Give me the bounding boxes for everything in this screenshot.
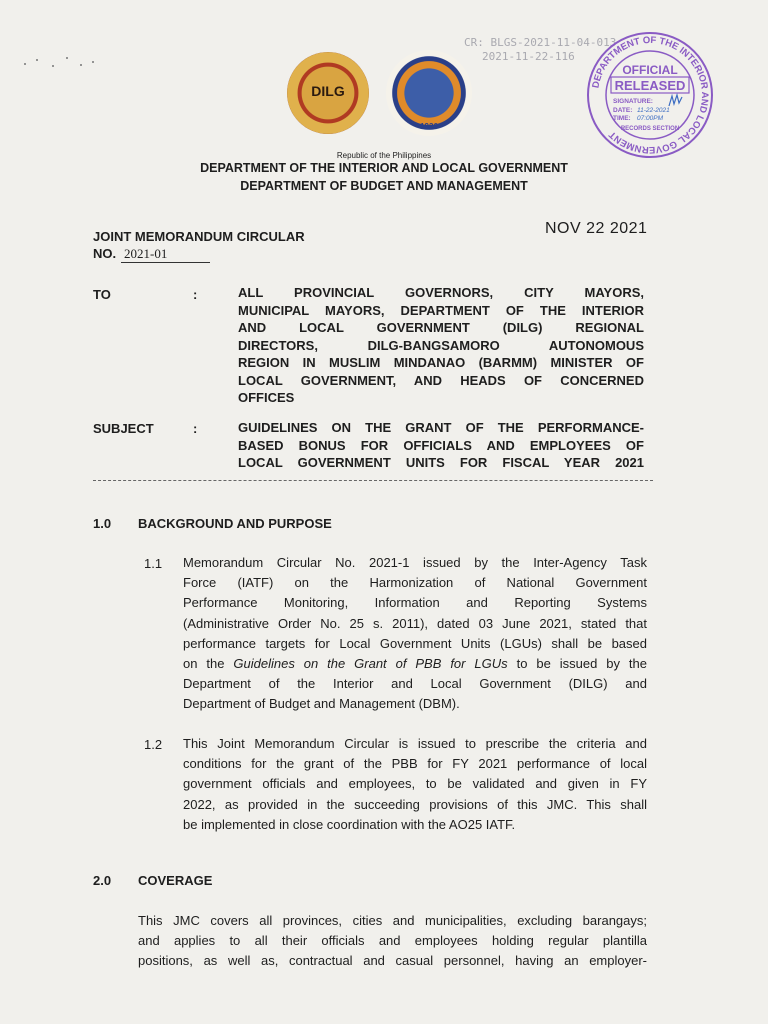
- memo-number-value: 2021-01: [121, 246, 210, 263]
- paragraph-line: performance targets for Local Government Units (LGUs) shall be based: [183, 635, 647, 651]
- paragraph-line: and applies to all their officials and employees holding regular plantilla: [138, 933, 647, 949]
- section-number: 1.0: [93, 516, 112, 531]
- paragraph-line: This JMC covers all provinces, cities and municipalities, excluding barangays;: [138, 913, 647, 928]
- paragraph-1-2: [183, 734, 647, 835]
- dbm-seal-logo: [386, 50, 472, 136]
- paragraph-1-1: [183, 553, 647, 715]
- scan-specks: [22, 55, 112, 75]
- paragraph-line: 2022, as provided in the succeeding provisions of this JMC. This shall: [183, 796, 647, 812]
- paragraph-line: government officials and employees, to be validated and given in FY: [183, 776, 647, 792]
- department-dbm-heading: DEPARTMENT OF BUDGET AND MANAGEMENT: [240, 179, 528, 193]
- stamp-date-value: 11-22-2021: [637, 107, 670, 114]
- to-colon: :: [193, 287, 198, 302]
- paragraph-number: 1.2: [144, 737, 163, 752]
- to-line: LOCAL GOVERNMENT, AND HEADS OF CONCERNED: [238, 372, 644, 388]
- to-line: DIRECTORS, DILG-BANGSAMORO AUTONOMOUS: [238, 337, 644, 353]
- cr-reference-line1: CR: BLGS-2021-11-04-013: [464, 36, 617, 49]
- subject-line: LOCAL GOVERNMENT UNITS FOR FISCAL YEAR 2021: [238, 455, 644, 470]
- stamp-records-section: RECORDS SECTION: [620, 126, 680, 132]
- stamp-time-label: TIME:: [613, 115, 631, 122]
- republic-line: Republic of the Philippines: [336, 151, 432, 160]
- stamp-signature-label: SIGNATURE:: [613, 98, 653, 105]
- paragraph-line: Force (IATF) on the Harmonization of National Government: [183, 575, 647, 591]
- stamp-graphic: [585, 30, 715, 160]
- memo-date: NOV 22 2021: [545, 220, 648, 237]
- memo-number-label: NO.: [93, 246, 117, 261]
- stamp-date-label: DATE:: [613, 107, 633, 114]
- paragraph-line-with-italic: [183, 654, 647, 674]
- dilg-seal-text: DILG: [311, 83, 345, 99]
- to-recipients: [238, 284, 644, 407]
- to-line: OFFICES: [238, 390, 295, 405]
- paragraph-line: Performance Monitoring, Information and Reporting Systems: [183, 595, 647, 611]
- memo-title: JOINT MEMORANDUM CIRCULAR: [93, 229, 305, 244]
- dilg-seal-logo: [287, 52, 369, 134]
- paragraph-line: This Joint Memorandum Circular is issued to prescribe the criteria and: [183, 736, 647, 751]
- coverage-paragraph: [138, 911, 647, 972]
- paragraph-line: conditions for the grant of the PBB for FY 2021 performance of local: [183, 756, 647, 772]
- section-number: 2.0: [93, 873, 112, 888]
- dbm-seal-year: 1936: [420, 122, 438, 131]
- to-line: ALL PROVINCIAL GOVERNORS, CITY MAYORS,: [238, 285, 644, 300]
- to-line: REGION IN MUSLIM MINDANAO (BARMM) MINISTER OF: [238, 355, 644, 370]
- paragraph-line: be implemented in close coordination with the AO25 IATF.: [183, 816, 516, 832]
- subject-line: BASED BONUS FOR OFFICIALS AND EMPLOYEES OF: [238, 437, 644, 453]
- header-divider: [93, 480, 653, 481]
- cr-reference-line2: 2021-11-22-116: [482, 50, 575, 63]
- paragraph-line: Department of Budget and Management (DBM).: [183, 696, 460, 712]
- text-segment: to be issued by the: [507, 656, 647, 672]
- subject-line: GUIDELINES ON THE GRANT OF THE PERFORMANCE-: [238, 420, 644, 435]
- stamp-released-label: RELEASED: [614, 78, 686, 93]
- italic-title: Guidelines on the Grant of PBB for LGUs: [233, 656, 508, 672]
- to-label: TO: [93, 287, 111, 302]
- stamp-ring-text: DEPARTMENT OF THE INTERIOR AND LOCAL GOVERNMENT: [590, 34, 711, 156]
- section-title: COVERAGE: [138, 873, 213, 888]
- subject-colon: :: [193, 421, 198, 436]
- subject-text: [238, 419, 644, 472]
- text-segment: on the: [183, 656, 234, 672]
- paragraph-line: positions, as well as, contractual and casual personnel, having an employer-: [138, 953, 647, 969]
- stamp-signature-mark: [669, 95, 682, 106]
- stamp-time-value: 07:00PM: [637, 115, 664, 122]
- official-released-stamp: [585, 30, 715, 160]
- to-line: MUNICIPAL MAYORS, DEPARTMENT OF THE INTERIOR: [238, 302, 644, 318]
- paragraph-line: Memorandum Circular No. 2021-1 issued by the Inter-Agency Task: [183, 555, 647, 570]
- paragraph-number: 1.1: [144, 556, 163, 571]
- department-dilg-heading: DEPARTMENT OF THE INTERIOR AND LOCAL GOVERNMENT: [200, 161, 568, 175]
- to-line: AND LOCAL GOVERNMENT (DILG) REGIONAL: [238, 320, 644, 335]
- subject-label: SUBJECT: [93, 421, 154, 436]
- stamp-official-label: OFFICIAL: [622, 63, 678, 77]
- section-title: BACKGROUND AND PURPOSE: [138, 516, 332, 531]
- paragraph-line: Department of the Interior and Local Government (DILG) and: [183, 676, 647, 692]
- paragraph-line: (Administrative Order No. 25 s. 2011), dated 03 June 2021, stated that: [183, 615, 647, 631]
